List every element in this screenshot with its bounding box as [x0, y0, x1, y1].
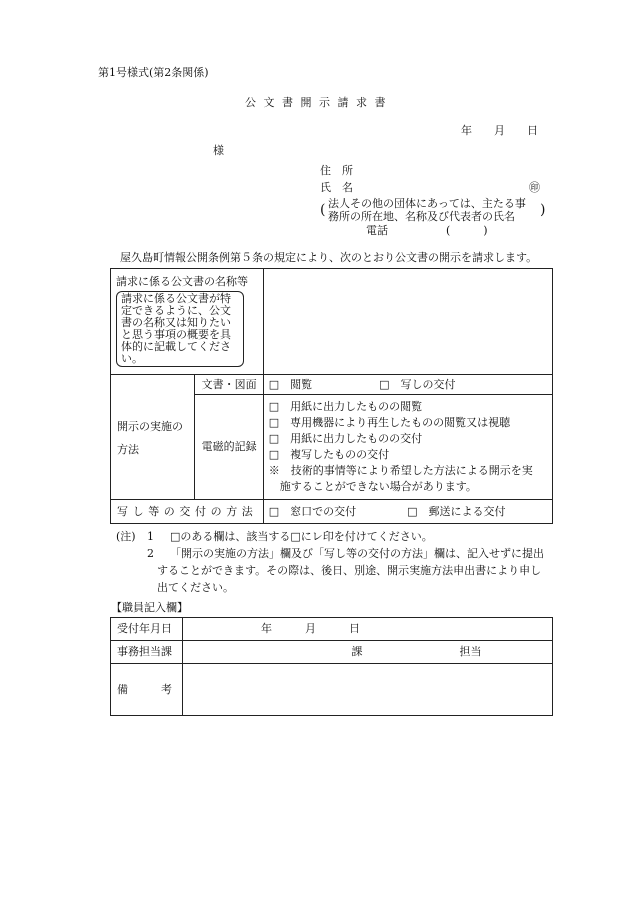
docs-options-cell [263, 375, 552, 395]
note-2-text: することができます。その際は、後日、別途、開示実施方法申出書により申し [157, 564, 542, 577]
addressee-sama: 様 [213, 144, 224, 157]
mail-delivery-checkbox[interactable]: □ 郵送による交付 [407, 504, 506, 518]
method-label: 開示の実施の [117, 420, 183, 433]
dept-tanto-label: 担当 [459, 645, 482, 658]
electronic-note: ※ 技術的事情等により希望した方法による開示を実 [268, 464, 533, 477]
form-number-label: 第1号様式(第2条関係) [98, 66, 209, 79]
phone-parens: ( ) [446, 224, 488, 237]
docs-drawings-label: 文書・図面 [195, 375, 263, 395]
electronic-device-view-checkbox[interactable]: □ 専用機器により再生したものの閲覧又は視聴 [268, 416, 511, 429]
doc-name-note-line: い。 [121, 352, 143, 365]
delivery-options-cell [263, 500, 552, 524]
table-row [111, 500, 553, 524]
corporate-note-line: 法人その他の団体にあっては、主たる事 [328, 197, 526, 210]
electronic-record-label: 電磁的記録 [195, 395, 263, 500]
doc-name-cell [111, 269, 264, 375]
remarks-label: 備 考 [111, 664, 183, 716]
dept-label: 事務担当課 [111, 641, 183, 664]
table-row [111, 641, 553, 664]
doc-name-note-line: 体的に記載してくださ [121, 340, 231, 353]
seal-mark: ㊞ [529, 181, 540, 194]
note-2-text: 出てください。 [157, 581, 234, 594]
table-row [111, 375, 553, 395]
name-label: 氏 名 [320, 181, 353, 194]
note-2-text: 「開示の実施の方法」欄及び「写し等の交付の方法」欄は、記入せずに提出 [170, 547, 544, 560]
note-2-number: 2 [147, 547, 154, 560]
table-row [111, 618, 553, 641]
doc-name-note-line: 定できるように、公文 [121, 304, 231, 317]
staff-table [110, 617, 553, 716]
table-row [111, 664, 553, 716]
notes-label: (注) [116, 530, 136, 543]
left-paren-icon: ( [320, 202, 326, 218]
electronic-options-cell [263, 395, 552, 500]
electronic-print-view-checkbox[interactable]: □ 用紙に出力したものの閲覧 [268, 400, 423, 413]
doc-name-note-line: 書の名称又は知りたい [121, 316, 231, 329]
note-1-number: 1 [147, 530, 154, 543]
copy-option-checkbox[interactable]: □ 写しの交付 [379, 377, 456, 391]
method-label: 方法 [117, 443, 139, 456]
address-label: 住 所 [320, 164, 353, 177]
view-option-checkbox[interactable]: □ 閲覧 [268, 377, 313, 391]
received-date-field[interactable]: 年 月 日 [183, 618, 553, 641]
received-date-label: 受付年月日 [111, 618, 183, 641]
doc-name-note-line: 請求に係る公文書が特 [121, 292, 231, 305]
doc-name-label: 請求に係る公文書の名称等 [116, 275, 248, 288]
doc-name-note-line: と思う事項の概要を具 [121, 328, 231, 341]
note-1-text: □のある欄は、該当する□にレ印を付けてください。 [170, 530, 433, 543]
right-paren-icon: ) [540, 202, 546, 218]
doc-name-input-area[interactable] [263, 269, 552, 375]
corporate-note-line: 務所の所在地、名称及び代表者の氏名 [328, 210, 515, 223]
method-label-cell [111, 375, 195, 500]
document-title: 公 文 書 開 示 請 求 書 [245, 96, 388, 109]
window-delivery-checkbox[interactable]: □ 窓口での交付 [268, 504, 357, 518]
dept-field[interactable] [183, 641, 553, 664]
remarks-field[interactable] [183, 664, 553, 716]
dept-ka-label: 課 [351, 645, 363, 658]
electronic-print-deliver-checkbox[interactable]: □ 用紙に出力したものの交付 [268, 432, 423, 445]
delivery-method-label: 写し等の交付の方法 [111, 500, 264, 524]
doc-name-note [116, 291, 244, 367]
electronic-note: 施することができない場合があります。 [268, 480, 477, 493]
table-row [111, 269, 553, 375]
electronic-copy-deliver-checkbox[interactable]: □ 複写したものの交付 [268, 448, 390, 461]
intro-text: 屋久島町情報公開条例第５条の規定により、次のとおり公文書の開示を請求します。 [120, 251, 538, 264]
phone-label: 電話 [366, 224, 388, 237]
date-line: 年 月 日 [461, 124, 538, 137]
request-table [110, 268, 553, 524]
corporate-note [328, 197, 526, 223]
staff-section-header: 【職員記入欄】 [111, 601, 188, 614]
